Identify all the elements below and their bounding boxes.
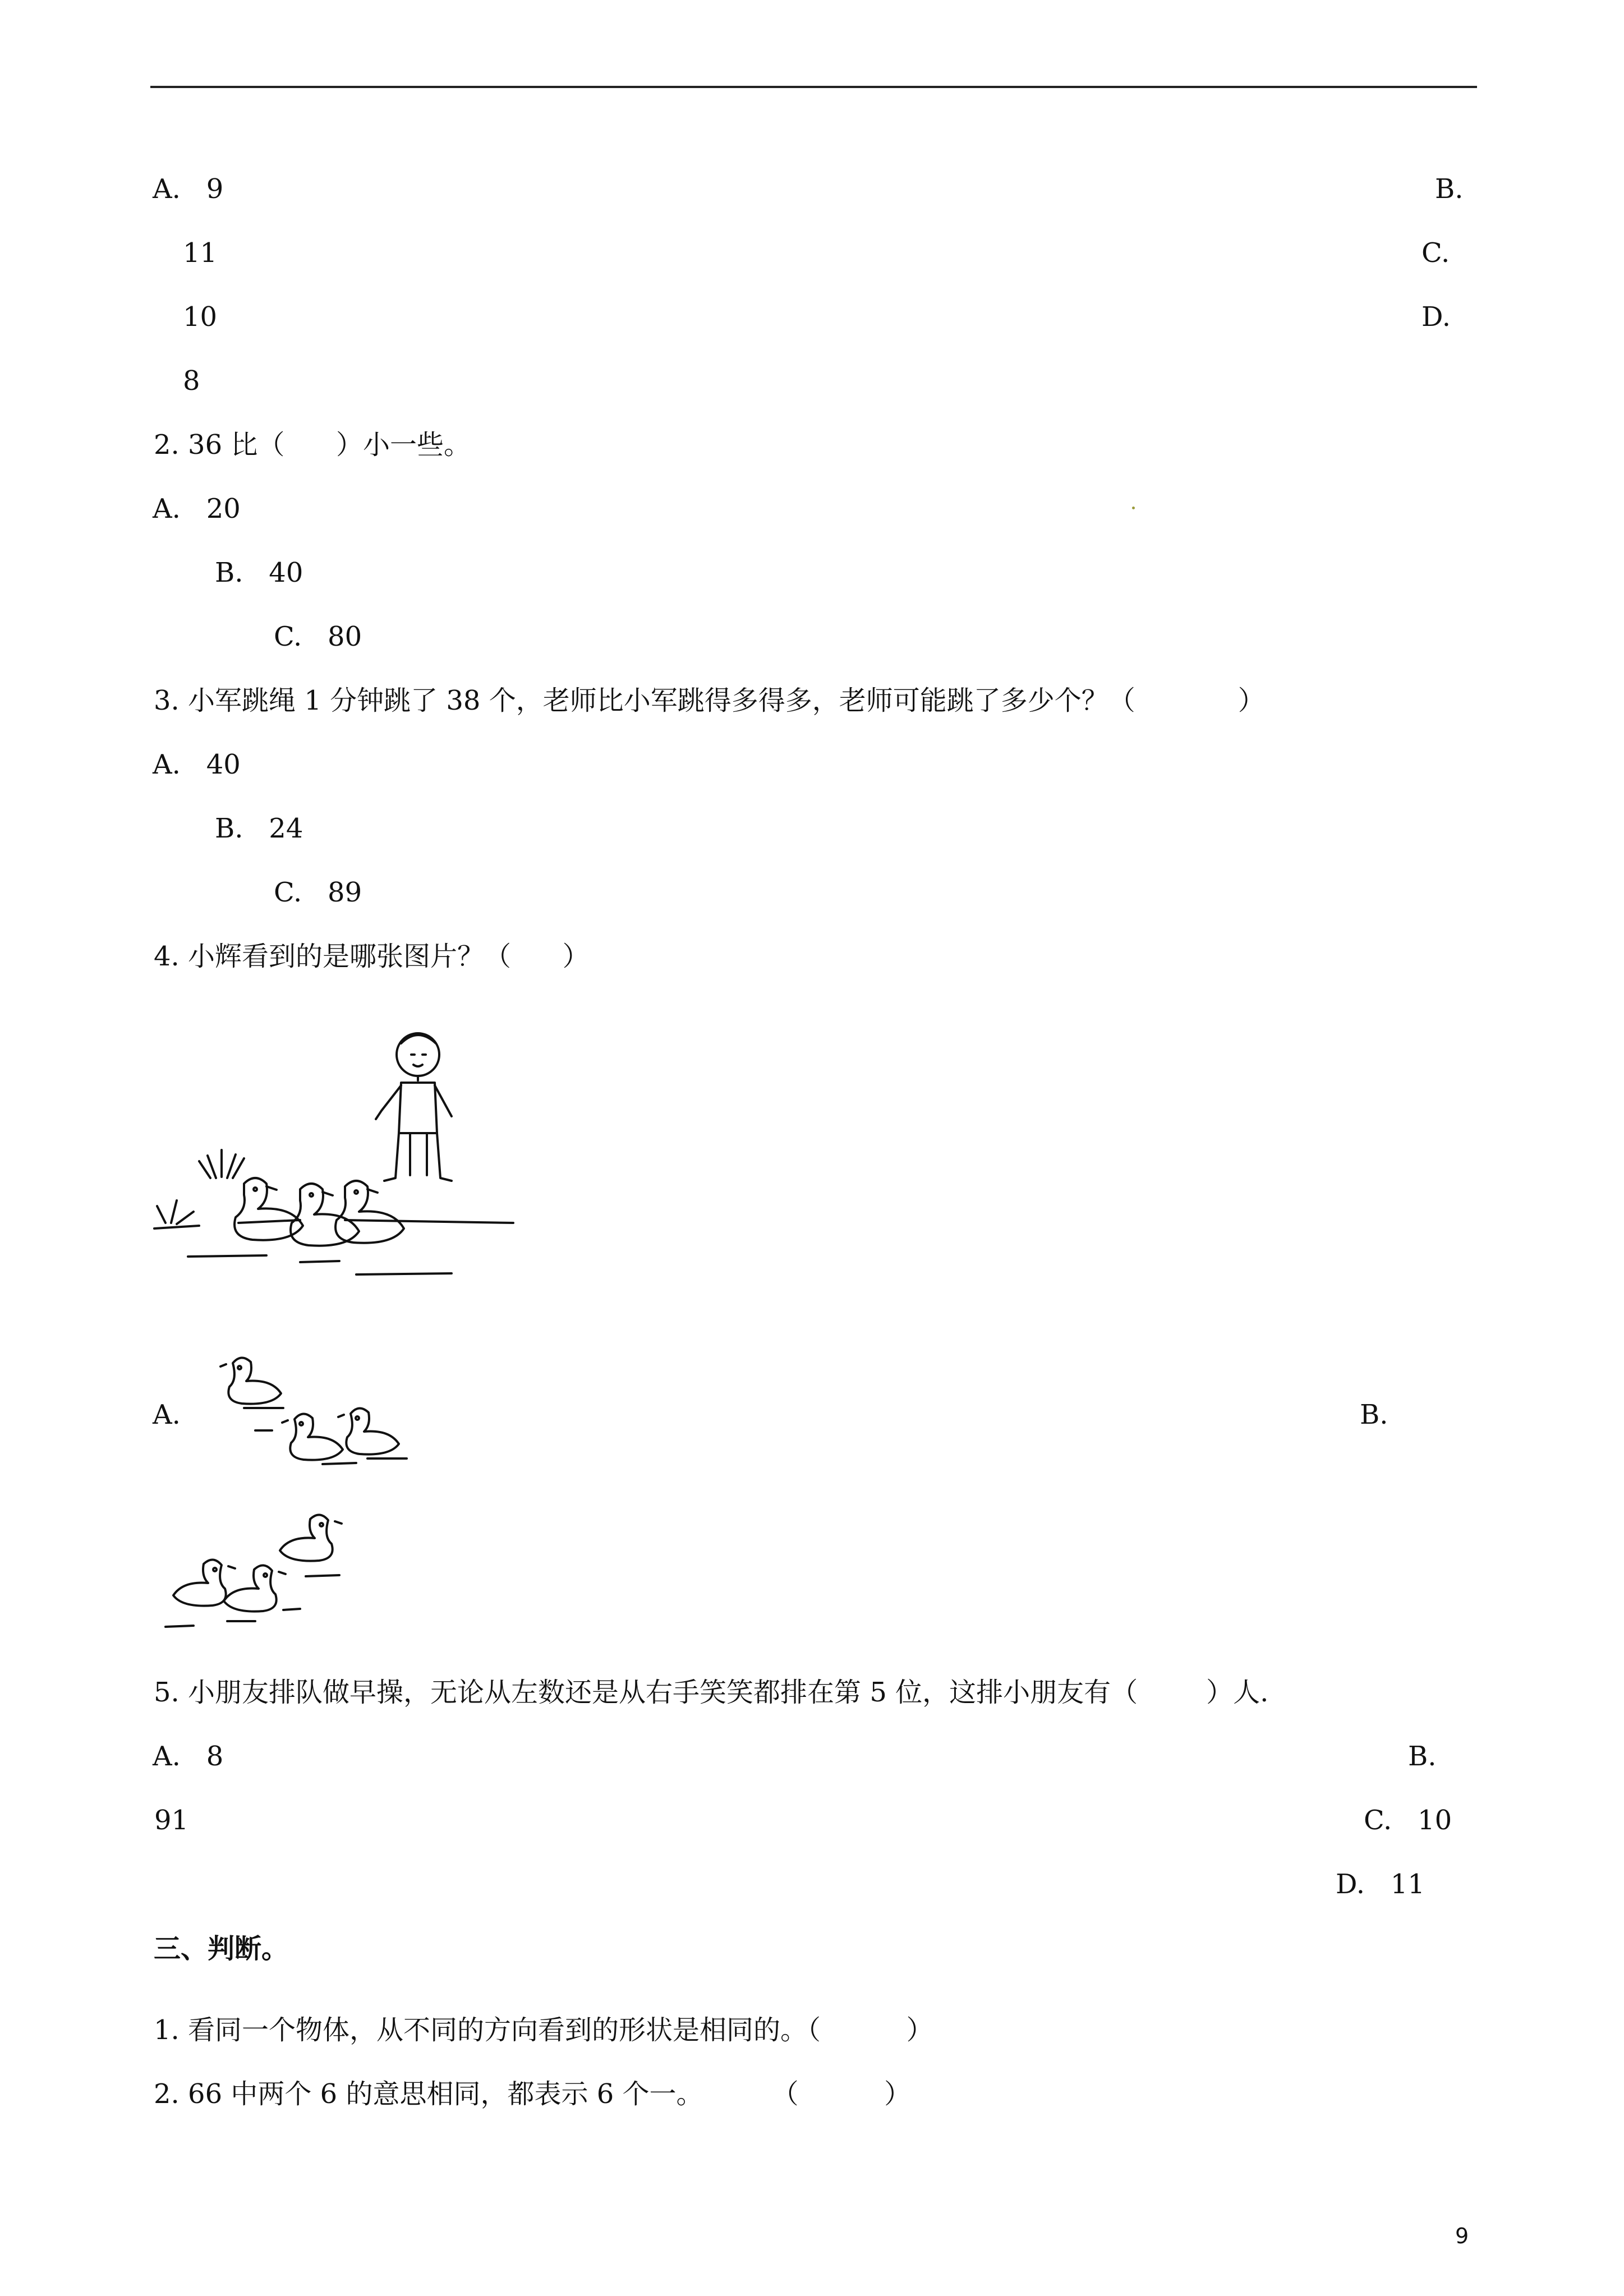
q1-option-b-label: B.: [1435, 173, 1464, 205]
q5-option-b-label: B.: [1408, 1741, 1437, 1772]
q5-stem: 5. 小朋友排队做早操，无论从左数还是从右手笑笑都排在第 5 位，这排小朋友有（ ）人.: [154, 1677, 1269, 1708]
stray-dot: [1132, 507, 1135, 509]
q4-option-a-label: A.: [153, 1399, 181, 1430]
q3-option-c: C. 89: [274, 877, 362, 908]
section-3-title: 三、判断。: [154, 1933, 289, 1964]
q5-option-d: D. 11: [1336, 1869, 1425, 1900]
q3-stem: 3. 小军跳绳 1 分钟跳了 38 个，老师比小军跳得多得多，老师可能跳了多少个？（ ）: [154, 685, 1265, 716]
q5-option-a: A. 8: [153, 1741, 224, 1772]
q3-option-a: A. 40: [153, 749, 241, 780]
option-b-ducks-image: [160, 1509, 356, 1644]
q5-option-b-value: 91: [154, 1805, 189, 1836]
q2-option-b: B. 40: [215, 557, 303, 588]
q4-stem: 4. 小辉看到的是哪张图片？（ ）: [154, 941, 590, 972]
q2-option-a: A. 20: [153, 493, 241, 524]
judge-2-stem: 2. 66 中两个 6 的意思相同，都表示 6 个一。 （ ）: [154, 2078, 912, 2110]
q5-option-c: C. 10: [1364, 1805, 1452, 1836]
q1-option-d-label: D.: [1421, 301, 1451, 333]
q1-option-c-value: 10: [183, 301, 218, 333]
q1-option-d-value: 8: [183, 365, 200, 397]
page-number: 9: [1455, 2224, 1469, 2248]
q4-option-b-label: B.: [1360, 1399, 1388, 1430]
option-a-ducks-image: [222, 1352, 412, 1481]
q2-option-c: C. 80: [274, 621, 362, 652]
q1-option-b-value: 11: [183, 237, 218, 269]
q3-option-b: B. 24: [215, 813, 303, 844]
q2-stem: 2. 36 比（ ）小一些。: [154, 429, 471, 461]
q1-option-a: A. 9: [153, 173, 224, 205]
boy-and-ducks-illustration: [154, 1021, 513, 1285]
judge-1-stem: 1. 看同一个物体，从不同的方向看到的形状是相同的。（ ）: [154, 2014, 933, 2046]
q1-option-c-label: C.: [1421, 237, 1450, 269]
header-rule: [150, 86, 1477, 88]
